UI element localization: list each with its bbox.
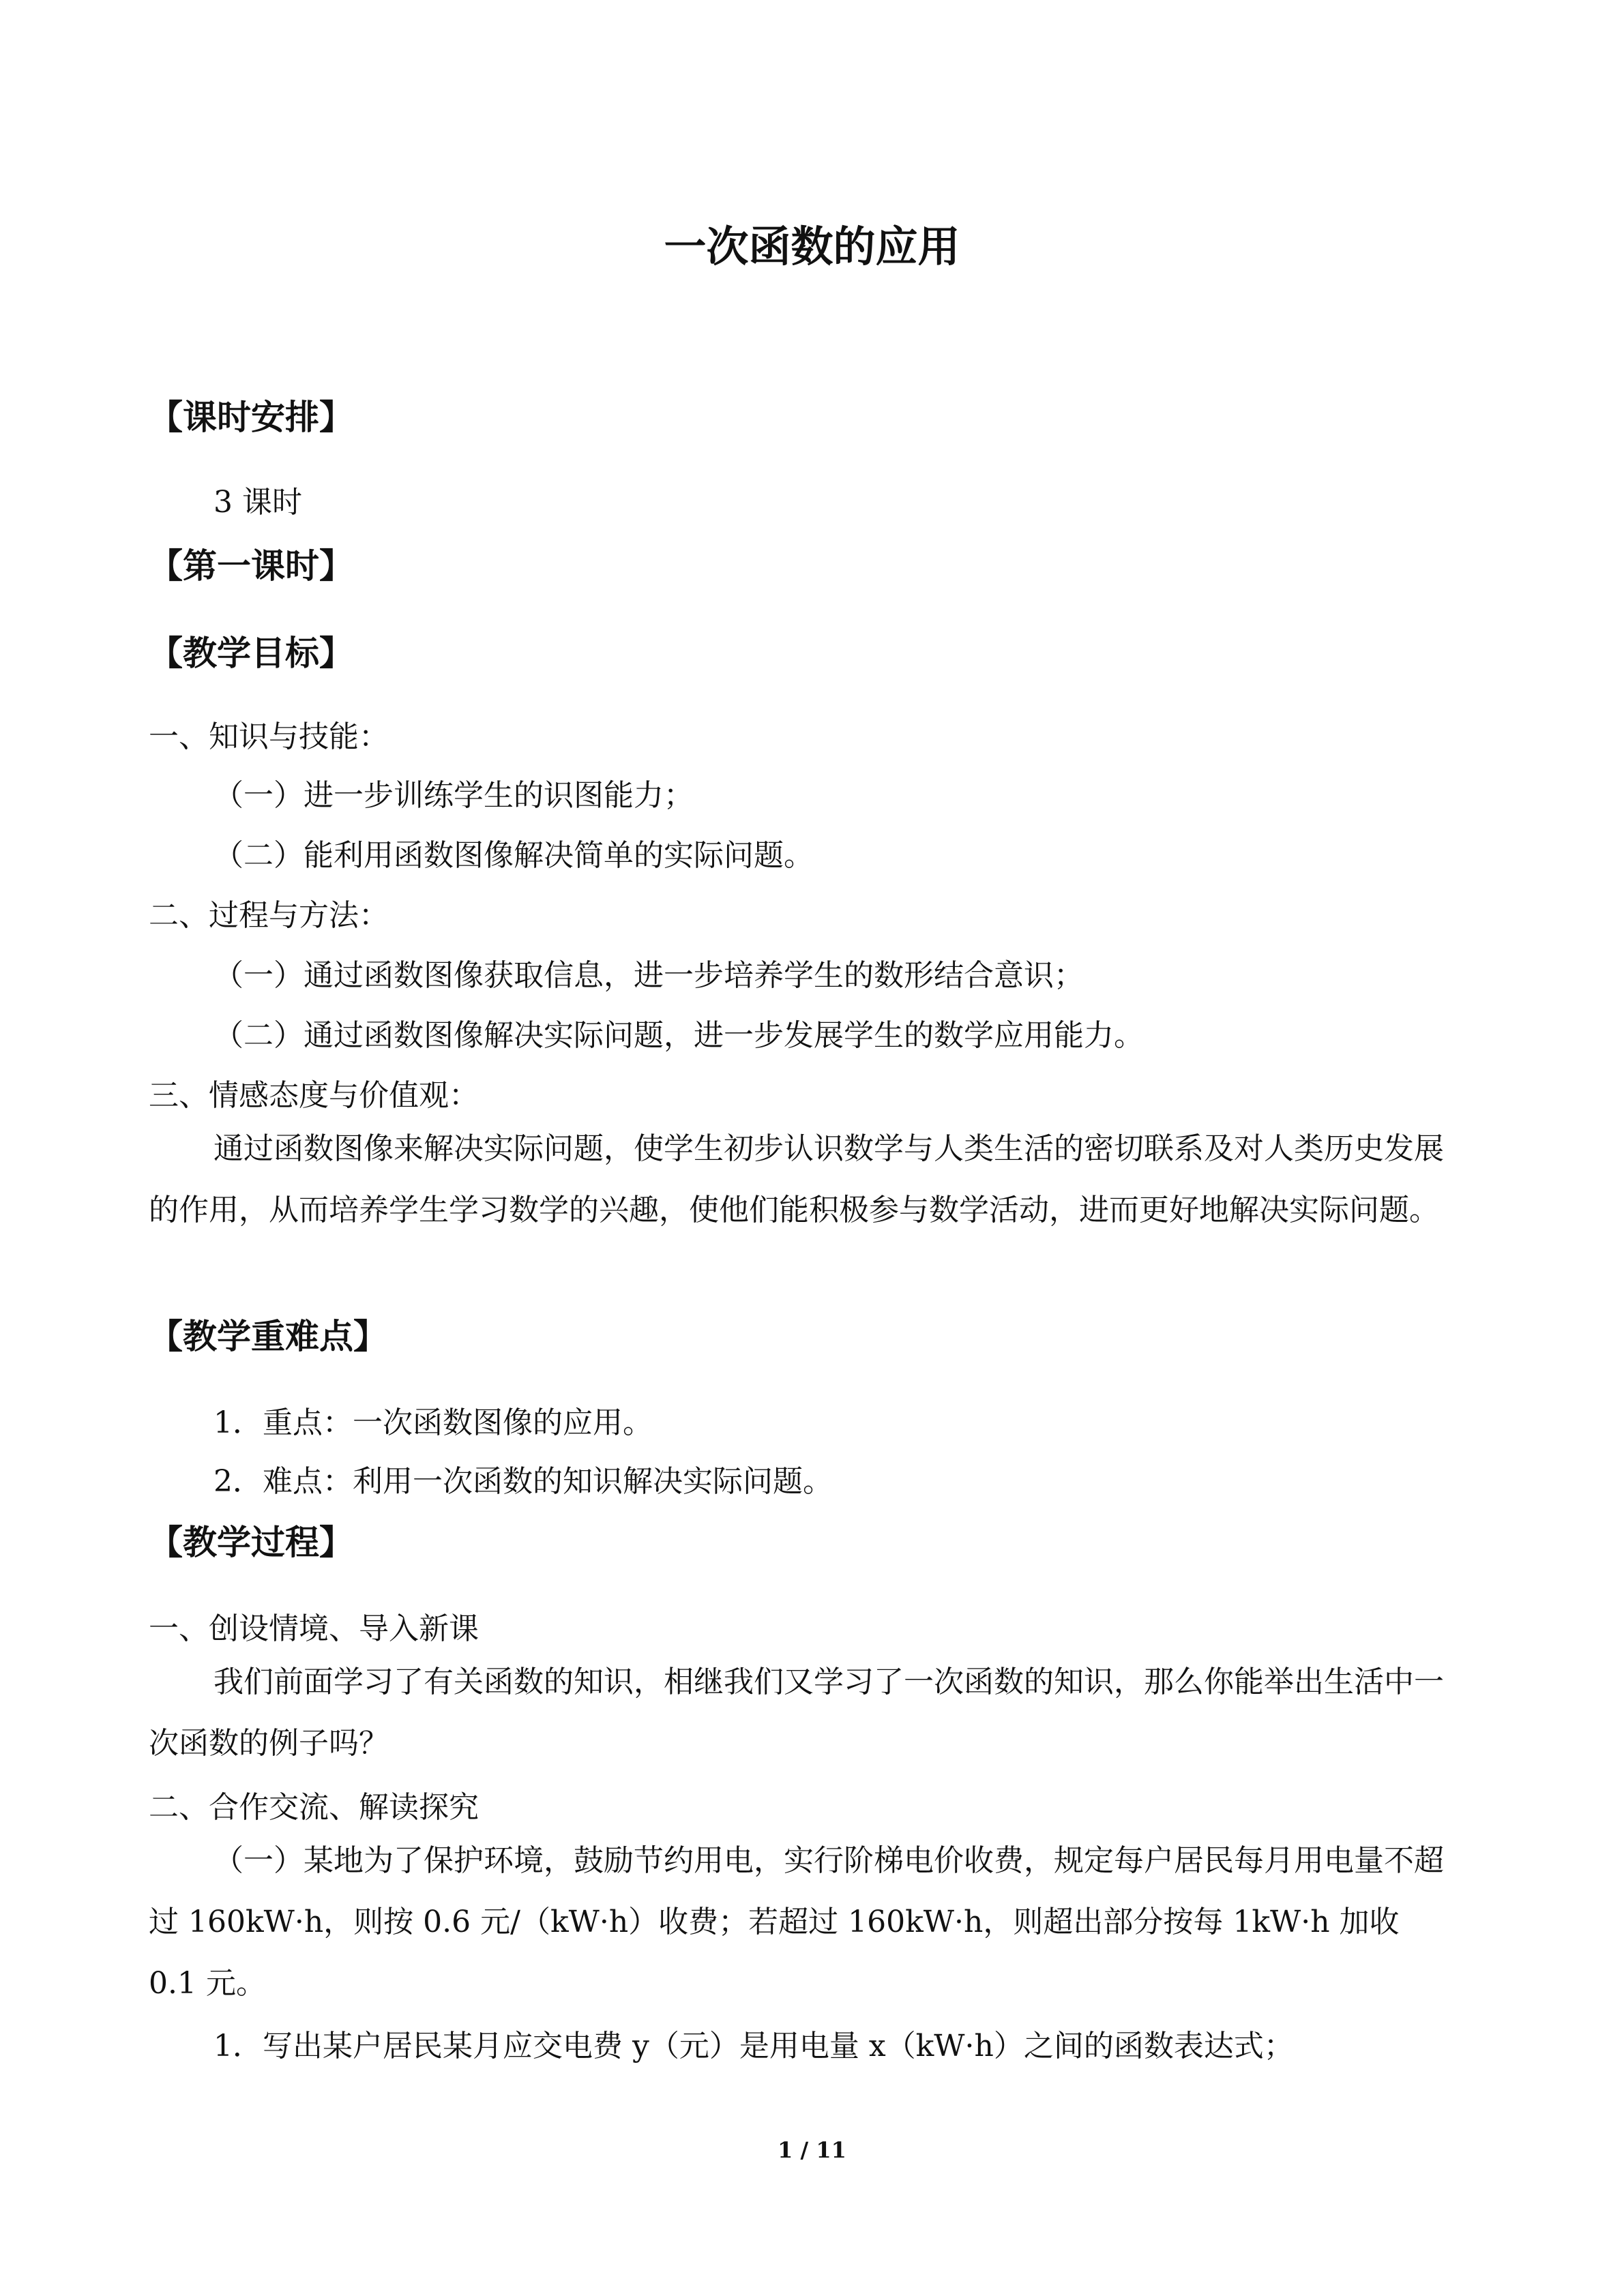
heading-key-points: 【教学重难点】 [149, 1317, 387, 1356]
goal3-paragraph-text: 通过函数图像来解决实际问题，使学生初步认识数学与人类生活的密切联系及对人类历史发展的作用，从而培养学生学习数学的兴趣，使他们能积极参与数学活动，进而更好地解决实际问题。 [149, 1131, 1444, 1227]
heading-process: 【教学过程】 [149, 1523, 353, 1562]
process2-question-1: 1．写出某户居民某月应交电费 y（元）是用电量 x（kW·h）之间的函数表达式； [213, 2029, 1294, 2063]
process1-paragraph [149, 1652, 1456, 1774]
heading-goals: 【教学目标】 [149, 633, 353, 673]
schedule-text: 3 课时 [213, 485, 302, 520]
process2-heading: 二、合作交流、解读探究 [149, 1790, 479, 1825]
key-point-2: 2．难点：利用一次函数的知识解决实际问题。 [213, 1464, 833, 1499]
process1-paragraph-text: 我们前面学习了有关函数的知识，相继我们又学习了一次函数的知识，那么你能举出生活中一次函数的例子吗？ [149, 1665, 1444, 1761]
goal1-item-b: （二）能利用函数图像解决简单的实际问题。 [213, 838, 814, 873]
heading-schedule: 【课时安排】 [149, 398, 353, 437]
goal2-item-b: （二）通过函数图像解决实际问题，进一步发展学生的数学应用能力。 [213, 1018, 1144, 1053]
goal1-heading: 一、知识与技能： [149, 719, 389, 754]
key-point-1: 1．重点：一次函数图像的应用。 [213, 1405, 653, 1440]
process2-paragraph [149, 1830, 1456, 2014]
document-title: 一次函数的应用 [664, 222, 960, 271]
goal1-item-a: （一）进一步训练学生的识图能力； [213, 778, 694, 813]
process1-heading: 一、创设情境、导入新课 [149, 1611, 479, 1646]
heading-first-lesson: 【第一课时】 [149, 546, 353, 586]
goal3-heading: 三、情感态度与价值观： [149, 1078, 479, 1113]
process2-paragraph-text: （一）某地为了保护环境，鼓励节约用电，实行阶梯电价收费，规定每户居民每月用电量不超过 160kW·h，则按 0.6 元/（kW·h）收费；若超过 160kW·h，则超出部分按每 1kW·h 加收 0.1 元。 [149, 1843, 1444, 2001]
goal2-item-a: （一）通过函数图像获取信息，进一步培养学生的数形结合意识； [213, 958, 1084, 993]
goal2-heading: 二、过程与方法： [149, 898, 389, 933]
goal3-paragraph [149, 1118, 1456, 1241]
page-number: 1 / 11 [778, 2137, 846, 2163]
